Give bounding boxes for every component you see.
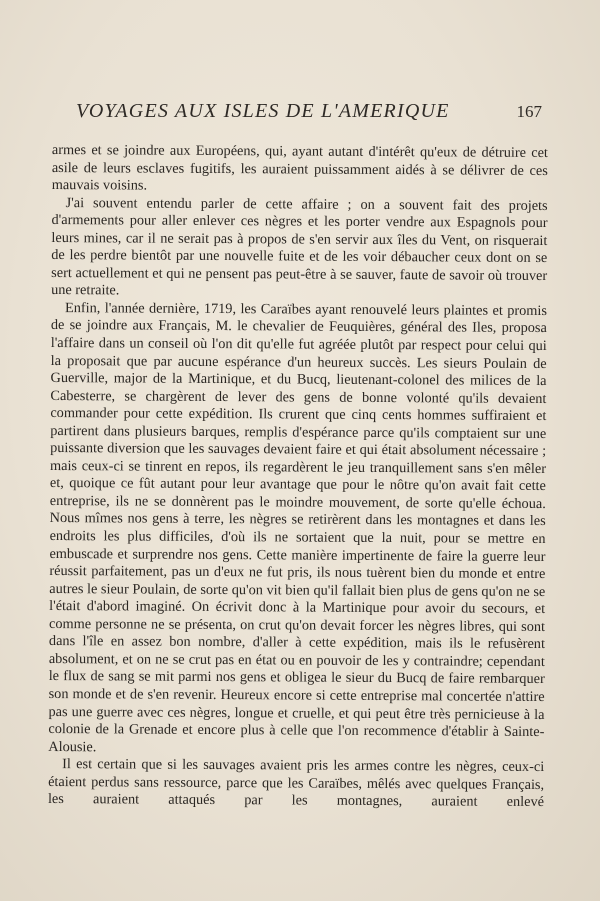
running-title: VOYAGES AUX ISLES DE L'AMERIQUE xyxy=(76,100,450,122)
page-header xyxy=(76,100,546,130)
paragraph-expedition-1719: Enfin, l'année dernière, 1719, les Caraïbes ayant renouvelé leurs plaintes et promis de se joindre aux Français, M. le chevalier de Feuquières, général des Iles, proposa l'affaire dans un conseil où l'on dit qu'elle fut agréée plutôt par respect pour celui qui la proposait que par aucune espérance d'un heureux succès. Les sieurs Poulain de Guerville, major de la Martinique, et du Bucq, lieutenant-colonel des milices de la Cabesterre, se chargèrent de lever des gens de bonne volonté qu'ils devaient commander pour cette expédition. Ils crurent que cinq cents hommes suffiraient et partirent dans plusieurs barques, remplis d'espérance parce qu'ils comptaient sur une puissante diversion que les sauvages devaient faire et qui était absolument nécessaire ; mais ceux-ci se tinrent en repos, ils regardèrent le jeu tranquillement sans s'en mêler et, quoique ce fût autant pour leur avantage que pour le nôtre qu'on avait fait cette entreprise, ils ne se donnèrent pas le moindre mouvement, de sorte qu'elle échoua. Nous mîmes nos gens à terre, les nègres se retirèrent dans les montagnes et dans les endroits les plus difficiles, d'où ils ne sortaient que la nuit, pour se mettre en embuscade et surprendre nos gens. Cette manière impertinente de faire la guerre leur réussit parfaitement, pas un d'eux ne fut pris, ils nous tuèrent bien du monde et entre autres le sieur Poulain, de sorte qu'on vit bien qu'il fallait bien plus de gens qu'on ne se l'était d'abord imaginé. On écrivit donc à la Martinique pour avoir du secours, et comme personne ne se présenta, on crut qu'on devait forcer les nègres libres, qui sont dans l'île en assez bon nombre, d'aller à cette expédition, mais ils le refusèrent absolument, et on ne se crut pas en état ou en pouvoir de les y contraindre; cependant le flux de sang se mit parmi nos gens et obligea le sieur du Bucq de faire rembarquer son monde et de s'en revenir. Heureux encore si cette entreprise mal concertée n'attire pas une guerre avec ces nègres, longue et cruelle, et qui peut être très pernicieuse à la colonie de la Grenade et encore plus à celle que l'on recommence d'établir à Sainte-Alousie. xyxy=(48,300,548,755)
page-number: 167 xyxy=(516,102,542,121)
body-text xyxy=(48,142,548,812)
paragraph-continuation: armes et se joindre aux Européens, qui, ayant autant d'intérêt qu'eux de détruire cet asile de leurs esclaves fugitifs, les auraient puissamment aidés à se délivrer de ces mauvais voisins. xyxy=(51,142,548,194)
paragraph-sauvages: Il est certain que si les sauvages avaient pris les armes contre les nègres, ceux-ci étaient perdus sans ressource, parce que les Caraïbes, mêlés avec quelques Français, les auraient attaqués par les montagnes, auraient enlevé xyxy=(47,756,545,811)
paragraph-armements: J'ai souvent entendu parler de cette affaire ; on a souvent fait des projets d'armements pour aller enlever ces nègres et les porter vendre aux Espagnols pour leurs mines, car il ne serait pas à propos de s'en servir aux îles du Vent, on risquerait de les perdre bientôt par une nouvelle fuite et de les voir débaucher ceux dont on se sert actuellement et qui ne pensent pas peut-être à se sauver, faute de savoir où trouver une retraite. xyxy=(51,194,548,299)
